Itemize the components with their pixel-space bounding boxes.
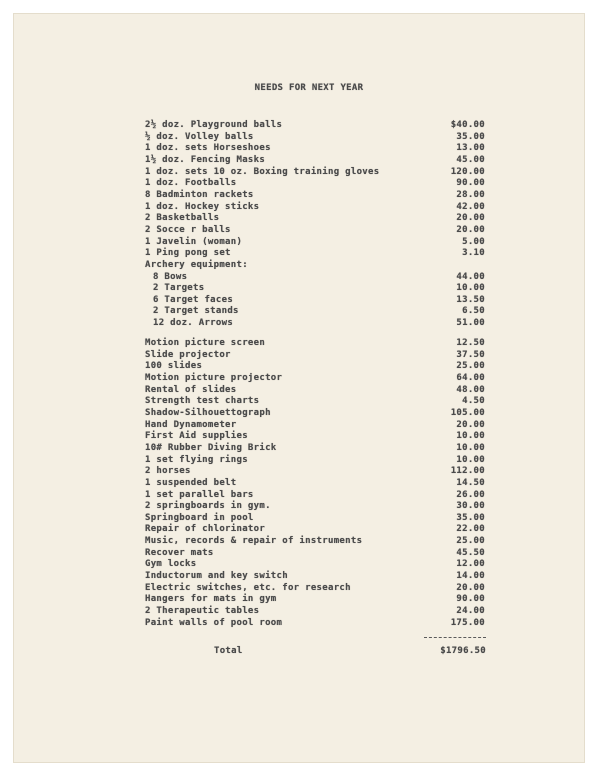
item-row <box>145 237 485 248</box>
item-amount: 13.50 <box>456 294 485 305</box>
item-amount: 10.00 <box>456 454 485 465</box>
item-row <box>145 373 485 384</box>
item-row <box>145 338 485 349</box>
item-row <box>145 295 485 306</box>
item-amount: 35.00 <box>456 512 485 523</box>
item-description: ½ doz. Volley balls <box>145 131 254 142</box>
item-amount: 120.00 <box>450 166 485 177</box>
item-row <box>145 501 485 512</box>
item-row <box>145 225 485 236</box>
item-row <box>145 350 485 361</box>
item-row <box>145 618 485 629</box>
item-amount: 20.00 <box>456 419 485 430</box>
item-description: Paint walls of pool room <box>145 618 283 628</box>
item-amount: 4.50 <box>462 396 485 407</box>
item-description: 1 set parallel bars <box>145 489 254 500</box>
item-description: 1 Javelin (woman) <box>145 236 243 247</box>
item-amount: 28.00 <box>456 189 485 200</box>
item-amount: $40.00 <box>450 120 485 130</box>
item-row <box>145 396 485 407</box>
item-description: 100 slides <box>145 361 203 372</box>
item-row <box>145 306 485 317</box>
item-description: 2 Basketballs <box>145 213 220 224</box>
item-amount: 20.00 <box>456 582 485 593</box>
total-amount: $1796.50 <box>440 646 486 656</box>
item-amount: 6.50 <box>462 306 485 317</box>
item-description: Motion picture projector <box>145 372 283 383</box>
item-amount: 20.00 <box>456 213 485 224</box>
item-amount: 175.00 <box>450 618 485 628</box>
item-row <box>145 202 485 213</box>
item-amount: 45.50 <box>456 547 485 558</box>
item-row <box>145 571 485 582</box>
item-amount: 26.00 <box>456 489 485 500</box>
item-row <box>145 260 485 271</box>
total-label: Total <box>214 646 243 656</box>
item-row <box>145 213 485 224</box>
item-row <box>145 583 485 594</box>
item-row <box>145 455 485 466</box>
item-row <box>145 318 485 329</box>
item-amount: 64.00 <box>456 372 485 383</box>
item-description: Hangers for mats in gym <box>145 594 277 605</box>
item-description: 6 Target faces <box>153 294 234 305</box>
item-description: 2 Targets <box>153 283 205 294</box>
item-row <box>145 120 485 131</box>
item-description: Rental of slides <box>145 384 237 395</box>
item-row <box>145 536 485 547</box>
item-description: Gym locks <box>145 559 197 570</box>
item-row <box>145 190 485 201</box>
item-amount: 30.00 <box>456 501 485 512</box>
item-row <box>145 478 485 489</box>
item-description: 1 suspended belt <box>145 477 237 488</box>
item-amount: 51.00 <box>456 318 485 329</box>
item-description: Shadow-Silhouettograph <box>145 407 271 418</box>
item-amount: 37.50 <box>456 349 485 360</box>
item-amount: 44.00 <box>456 271 485 282</box>
item-description: 10# Rubber Diving Brick <box>145 442 277 453</box>
item-row <box>145 594 485 605</box>
item-row <box>145 443 485 454</box>
item-row <box>145 361 485 372</box>
item-row <box>145 420 485 431</box>
item-row <box>145 524 485 535</box>
item-row <box>145 513 485 524</box>
item-amount: 14.50 <box>456 477 485 488</box>
item-amount: 48.00 <box>456 384 485 395</box>
item-description: Archery equipment: <box>145 259 248 270</box>
item-description: Strength test charts <box>145 396 260 407</box>
item-row <box>145 178 485 189</box>
item-description: Recover mats <box>145 547 214 558</box>
item-description: Hand Dynamometer <box>145 419 237 430</box>
item-description: Music, records & repair of instruments <box>145 536 363 546</box>
item-description: First Aid supplies <box>145 431 248 442</box>
item-amount: 90.00 <box>456 594 485 605</box>
item-description: 8 Badminton rackets <box>145 189 254 200</box>
item-amount: 12.00 <box>456 559 485 570</box>
item-amount: 25.00 <box>456 536 485 546</box>
item-description: 2 Target stands <box>153 306 239 317</box>
item-amount: 13.00 <box>456 143 485 154</box>
item-row <box>145 143 485 154</box>
item-row <box>145 431 485 442</box>
item-row <box>145 132 485 143</box>
item-description: Springboard in pool <box>145 512 254 523</box>
item-description: 1 doz. Hockey sticks <box>145 201 260 212</box>
item-row <box>145 559 485 570</box>
item-row <box>145 248 485 259</box>
item-description: 1 set flying rings <box>145 454 248 465</box>
item-amount: 12.50 <box>456 338 485 348</box>
item-description: Inductorum and key switch <box>145 571 288 581</box>
item-amount: 25.00 <box>456 361 485 372</box>
item-description: 2½ doz. Playground balls <box>145 120 283 130</box>
document-title: NEEDS FOR NEXT YEAR <box>254 83 364 93</box>
item-description: 8 Bows <box>153 271 188 282</box>
item-description: 1½ doz. Fencing Masks <box>145 154 266 165</box>
item-amount: 24.00 <box>456 606 485 616</box>
item-description: Motion picture screen <box>145 338 266 348</box>
item-amount: 20.00 <box>456 224 485 235</box>
item-description: Slide projector <box>145 349 231 360</box>
item-description: 1 doz. sets 10 oz. Boxing training gloves <box>145 166 380 177</box>
item-amount: 10.00 <box>456 431 485 442</box>
item-row <box>145 408 485 419</box>
item-amount: 42.00 <box>456 201 485 212</box>
item-description: 12 doz. Arrows <box>153 318 234 329</box>
item-amount: 22.00 <box>456 524 485 535</box>
item-description: 1 doz. Footballs <box>145 178 237 189</box>
item-description: 1 doz. sets Horseshoes <box>145 143 271 154</box>
item-row <box>145 466 485 477</box>
item-amount: 90.00 <box>456 178 485 189</box>
item-amount: 10.00 <box>456 283 485 294</box>
item-description: 2 Socce r balls <box>145 224 231 235</box>
item-row <box>145 548 485 559</box>
item-row <box>145 385 485 396</box>
item-row <box>145 606 485 617</box>
item-description: 1 Ping pong set <box>145 248 231 259</box>
item-description: Repair of chlorinator <box>145 524 266 535</box>
item-amount: 10.00 <box>456 442 485 453</box>
item-row <box>145 155 485 166</box>
item-amount: 35.00 <box>456 131 485 142</box>
item-row <box>145 272 485 283</box>
item-amount: 105.00 <box>450 407 485 418</box>
item-row <box>145 167 485 178</box>
item-row <box>145 283 485 294</box>
item-amount: 14.00 <box>456 571 485 581</box>
item-description: 2 Therapeutic tables <box>145 606 260 616</box>
item-amount: 5.00 <box>462 236 485 247</box>
item-amount: 3.10 <box>462 248 485 259</box>
item-description: Electric switches, etc. for research <box>145 582 351 593</box>
item-amount: 112.00 <box>450 466 485 477</box>
item-description: 2 springboards in gym. <box>145 501 271 512</box>
document-page <box>14 14 584 762</box>
item-amount: 45.00 <box>456 154 485 165</box>
total-rule <box>424 637 486 638</box>
item-row <box>145 490 485 501</box>
item-description: 2 horses <box>145 466 191 477</box>
